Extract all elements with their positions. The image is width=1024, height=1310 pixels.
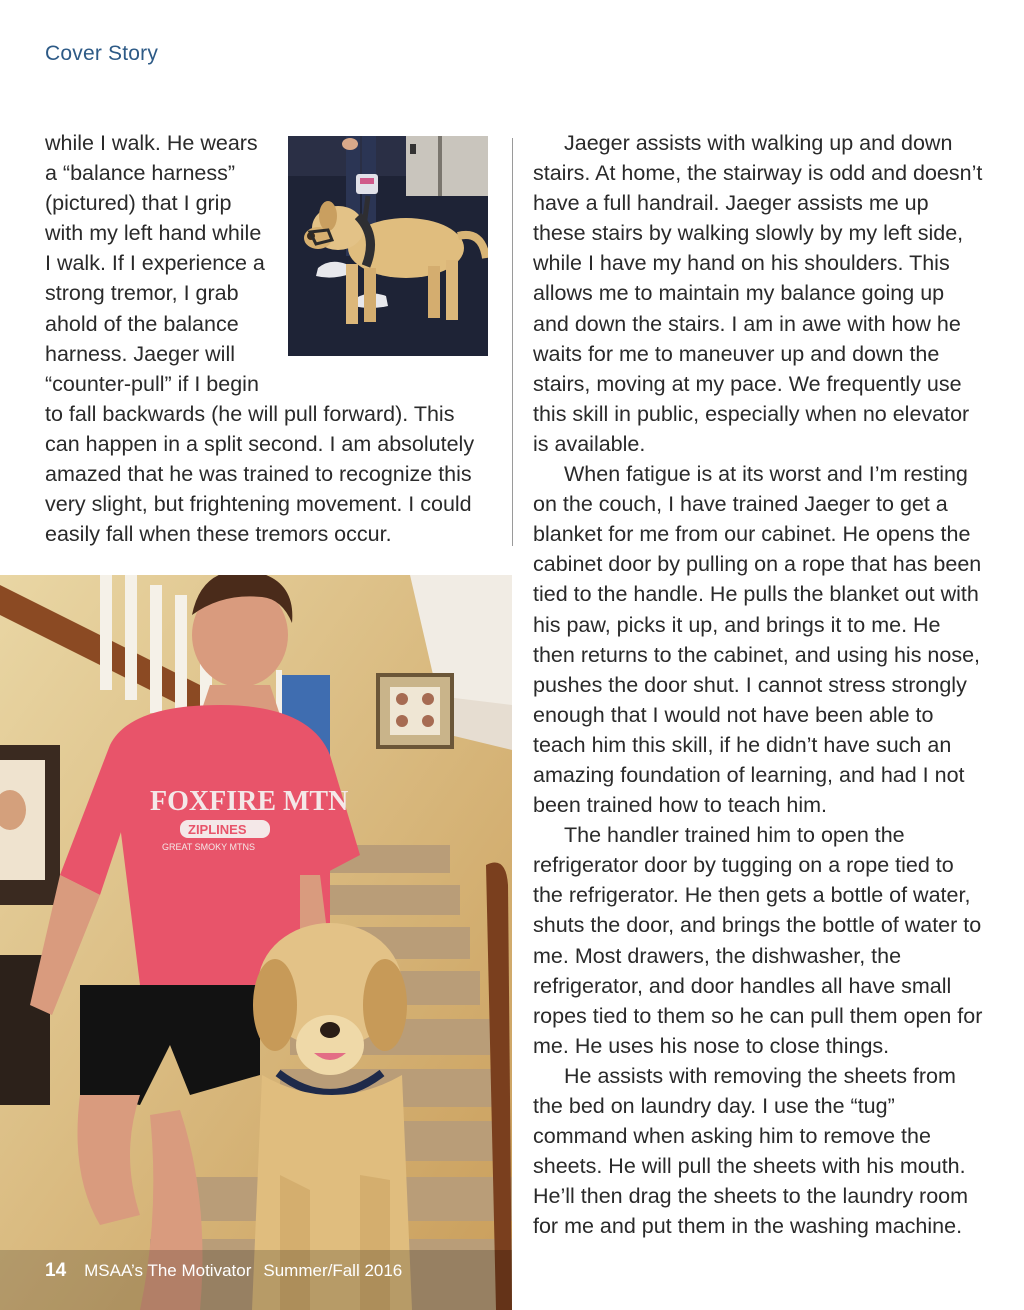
shirt-text-line1: FOXFIRE MTN: [150, 786, 349, 817]
text-line: to fall backwards (he will pull forward). This: [45, 401, 455, 426]
text-line: with my left hand while: [45, 221, 262, 246]
column-divider: [512, 138, 513, 546]
publication-name: MSAA’s The Motivator: [84, 1261, 252, 1280]
text-line: (pictured) that I grip: [45, 191, 232, 216]
text-line: amazed that he was trained to recognize this: [45, 462, 472, 487]
text-line: “counter-pull” if I begin: [45, 371, 259, 396]
text-line: while I walk. He wears: [45, 131, 258, 155]
page-number: 14: [45, 1260, 67, 1281]
paragraph: The handler trained him to open the refrigerator door by tugging on a rope tied to the refrigerator. He then gets a bottle of water, shuts the door, and brings the bottle of water to me. Most drawers, the dishwasher, the refrigerator, and door handles all have small ropes tied to them so he can pull them open for me. He uses his nose to close things.: [533, 823, 983, 1058]
section-label: Cover Story: [45, 42, 159, 65]
issue-label: Summer/Fall 2016: [263, 1261, 403, 1280]
right-column: [533, 128, 983, 1241]
text-line: can happen in a split second. I am absolutely: [45, 431, 475, 456]
text-line: I walk. If I experience a: [45, 251, 265, 276]
text-line: a “balance harness”: [45, 161, 236, 186]
text-line: strong tremor, I grab: [45, 281, 239, 306]
text-line: ahold of the balance: [45, 311, 239, 336]
paragraph: Jaeger assists with walking up and down stairs. At home, the stairway is odd and doesn’t have a full handrail. Jaeger assists me up these stairs by walking slowly by my left side, while I have my hand on his shoulders. This allows me to maintain my balance going up and down the stairs. I am in awe with how he waits for me to maneuver up and down the stairs, moving at my pace. We frequently use this skill in public, especially when no elevator is available.: [533, 131, 983, 456]
shirt-text-line2: ZIPLINES: [188, 822, 247, 837]
text-line: very slight, but frightening movement. I could: [45, 492, 472, 517]
dog-harness-illustration: [288, 136, 488, 356]
paragraph: When fatigue is at its worst and I’m resting on the couch, I have trained Jaeger to get a blanket for me from our cabinet. He opens the cabinet door by pulling on a rope that has been tied to the handle. He pulls the blanket out with his paw, picks it up, and brings it to me. He then returns to the cabinet, and using his nose, pushes the door shut. I cannot stress strongly enough that I would not have been able to teach him this skill, if he didn’t have such an amazing foundation of learning, and had I not been trained how to teach him.: [533, 462, 982, 818]
paragraph: He assists with removing the sheets from the bed on laundry day. I use the “tug” command when asking him to remove the sheets. He will pull the sheets with his mouth. He’ll then drag the sheets to the laundry room for me and put them in the washing machine.: [533, 1063, 969, 1239]
left-wide-lines: [45, 399, 495, 549]
text-line: harness. Jaeger will: [45, 341, 236, 366]
text-line: easily fall when these tremors occur.: [45, 522, 392, 547]
woman-dog-stairs-illustration: [0, 575, 512, 1310]
woman-dog-stairs-photo: [0, 575, 512, 1310]
shirt-text-line3: GREAT SMOKY MTNS: [162, 842, 256, 852]
dog-harness-photo: [288, 136, 488, 356]
page-footer: [45, 1260, 402, 1286]
